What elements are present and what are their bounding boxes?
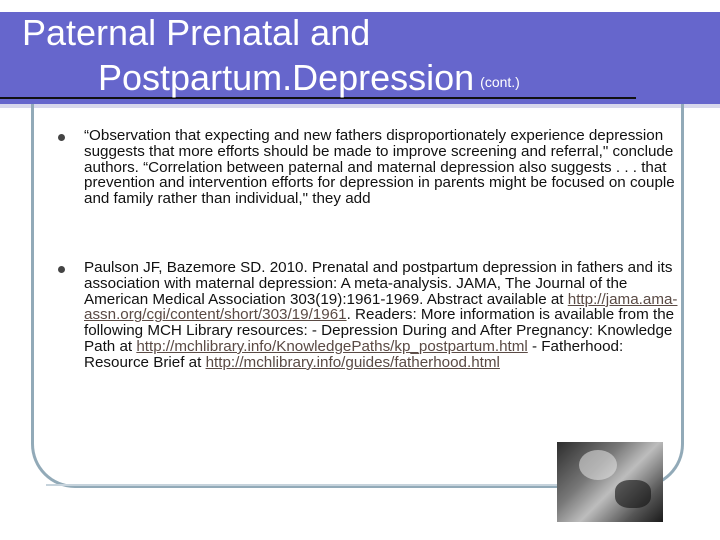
citation-text-2: . Readers: More information is available from the following MCH Library resources: - Depression During and After Pregnancy: Knowledge Path at (84, 306, 675, 355)
bullet-text-citation (84, 260, 678, 371)
bullet-dot-icon (58, 134, 65, 141)
bullet-dot-icon (58, 266, 65, 273)
citation-text-1: Paulson JF, Bazemore SD. 2010. Prenatal and postpartum depression in fathers and its association with maternal depression: A meta-analysis. JAMA, The Journal of the American Medical Association 303(19):1961-1969. Abstract available at (84, 259, 673, 308)
fatherhood-brief-link[interactable]: http://mchlibrary.info/guides/fatherhood.html (205, 353, 500, 371)
slide-title-main: Postpartum.Depression (98, 57, 475, 98)
slide-title-line2 (98, 58, 520, 102)
citation-text-3: - Fatherhood: Resource Brief at (84, 337, 624, 371)
bullet-text-quote: “Observation that expecting and new fathers disproportionately experience depression suggests that more efforts should be made to improve screening and referral," conclude authors. “Correlation between paternal and maternal depression also suggests . . . that prevention and intervention efforts for depression in parents might be focused on couple and family rather than individual," they add (84, 127, 675, 208)
jama-abstract-link[interactable]: http://jama.ama-assn.org/cgi/content/short/303/19/1961 (84, 290, 678, 324)
slide-title-cont: (cont.) (480, 74, 520, 90)
bullet-item-citation (58, 260, 678, 371)
photo-shadow (615, 480, 651, 508)
photo-distressed-father (557, 442, 663, 522)
bullet-item-quote (58, 128, 678, 207)
slide-title-line1: Paternal Prenatal and (22, 12, 371, 53)
photo-highlight (579, 450, 617, 480)
knowledge-path-link[interactable]: http://mchlibrary.info/KnowledgePaths/kp_postpartum.html (136, 337, 528, 355)
